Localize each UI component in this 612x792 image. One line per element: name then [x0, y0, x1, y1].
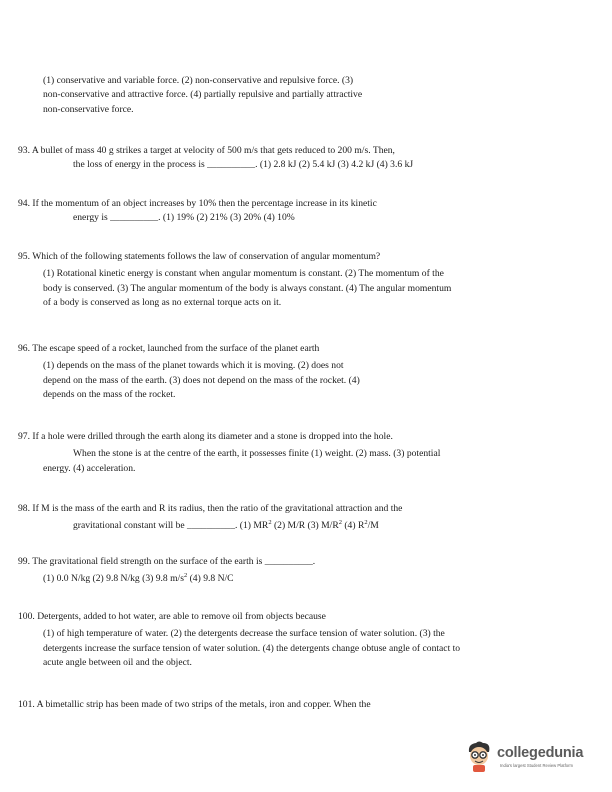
q97-stem: 97. If a hole were drilled through the earth along its diameter and a stone is dropped into the hole.	[18, 431, 393, 442]
q100-line-3: detergents increase the surface tension of water solution. (4) the detergents change obtuse angle of contact to	[43, 642, 461, 654]
q93-options: the loss of energy in the process is __________. (1) 2.8 kJ (2) 5.4 kJ (3) 4.2 kJ (4) 3.6 kJ	[73, 159, 414, 171]
question-97	[18, 430, 578, 476]
q100-stem: 100. Detergents, added to hot water, are able to remove oil from objects because	[18, 611, 326, 622]
q96-line-4: depends on the mass of the rocket.	[43, 389, 176, 401]
question-99	[18, 555, 578, 587]
q100-line-2: (1) of high temperature of water. (2) the detergents decrease the surface tension of water solution. (3) the	[43, 628, 445, 640]
question-93	[18, 144, 578, 173]
q101-stem: 101. A bimetallic strip has been made of two strips of the metals, iron and copper. When the	[18, 699, 371, 710]
q98-opt-text-c: (2) M/R (3) M/R	[271, 520, 339, 532]
q98-sup-2: 2	[338, 519, 342, 527]
q95-stem: 95. Which of the following statements follows the law of conservation of angular momentum?	[18, 251, 381, 262]
question-98	[18, 502, 578, 534]
q94-stem: 94. If the momentum of an object increases by 10% then the percentage increase in its kinetic	[18, 198, 377, 209]
q98-sup-3: 2	[364, 519, 368, 527]
q98-opt-text-a: gravitational constant will be __________. (1) MR	[73, 520, 269, 532]
q98-opt-text-e: (4) R	[341, 520, 365, 532]
q92-line-2: non-conservative and attractive force. (4) partially repulsive and partially attractive	[43, 89, 363, 101]
q96-line-3: depend on the mass of the earth. (3) does not depend on the mass of the rocket. (4)	[43, 374, 360, 386]
question-95	[18, 250, 578, 311]
q99-stem: 99. The gravitational field strength on the surface of the earth is __________.	[18, 556, 316, 567]
logo-wordmark: collegedunia	[497, 745, 584, 761]
q96-stem: 96. The escape speed of a rocket, launched from the surface of the planet earth	[18, 343, 320, 354]
q93-stem: 93. A bullet of mass 40 g strikes a target at velocity of 500 m/s that gets reduced to 200 m/s. Then,	[18, 145, 395, 156]
mascot-icon	[464, 740, 494, 774]
q95-line-4: of a body is conserved as long as no external torque acts on it.	[43, 297, 282, 309]
logo-tagline: India's largest Student Review Platform	[500, 763, 573, 768]
collegedunia-logo	[462, 738, 602, 778]
question-100	[18, 610, 588, 671]
q95-line-2: (1) Rotational kinetic energy is constant when angular momentum is constant. (2) The momentum of the	[43, 268, 444, 280]
q99-options	[18, 572, 578, 586]
question-101	[18, 698, 578, 712]
q97-line-3: energy. (4) acceleration.	[43, 462, 136, 474]
question-96	[18, 342, 578, 403]
q99-sup: 2	[183, 572, 188, 580]
q99-opt-text-a: (1) 0.0 N/kg (2) 9.8 N/kg (3) 9.8 m/s	[43, 573, 184, 585]
q92-line-3: non-conservative force.	[43, 103, 134, 115]
q98-stem: 98. If M is the mass of the earth and R its radius, then the ratio of the gravitational attraction and the	[18, 503, 403, 514]
q94-options: energy is __________. (1) 19% (2) 21% (3) 20% (4) 10%	[73, 212, 295, 224]
question-94	[18, 197, 578, 226]
q98-options	[18, 519, 578, 533]
q97-line-2: When the stone is at the centre of the earth, it possesses finite (1) weight. (2) mass. (3) potential	[73, 448, 441, 460]
q92-line-1: (1) conservative and variable force. (2) non-conservative and repulsive force. (3)	[43, 75, 354, 86]
q96-line-2: (1) depends on the mass of the planet towards which it is moving. (2) does not	[43, 360, 344, 372]
q98-sup-1: 2	[268, 519, 272, 527]
q92-options	[43, 74, 563, 117]
q95-line-3: body is conserved. (3) The angular momentum of the body is always constant. (4) The angular momentum	[43, 282, 452, 294]
q100-line-4: acute angle between oil and the object.	[43, 657, 192, 669]
q99-opt-text-c: (4) 9.8 N/C	[187, 573, 234, 585]
q98-opt-text-g: /M	[367, 520, 379, 532]
